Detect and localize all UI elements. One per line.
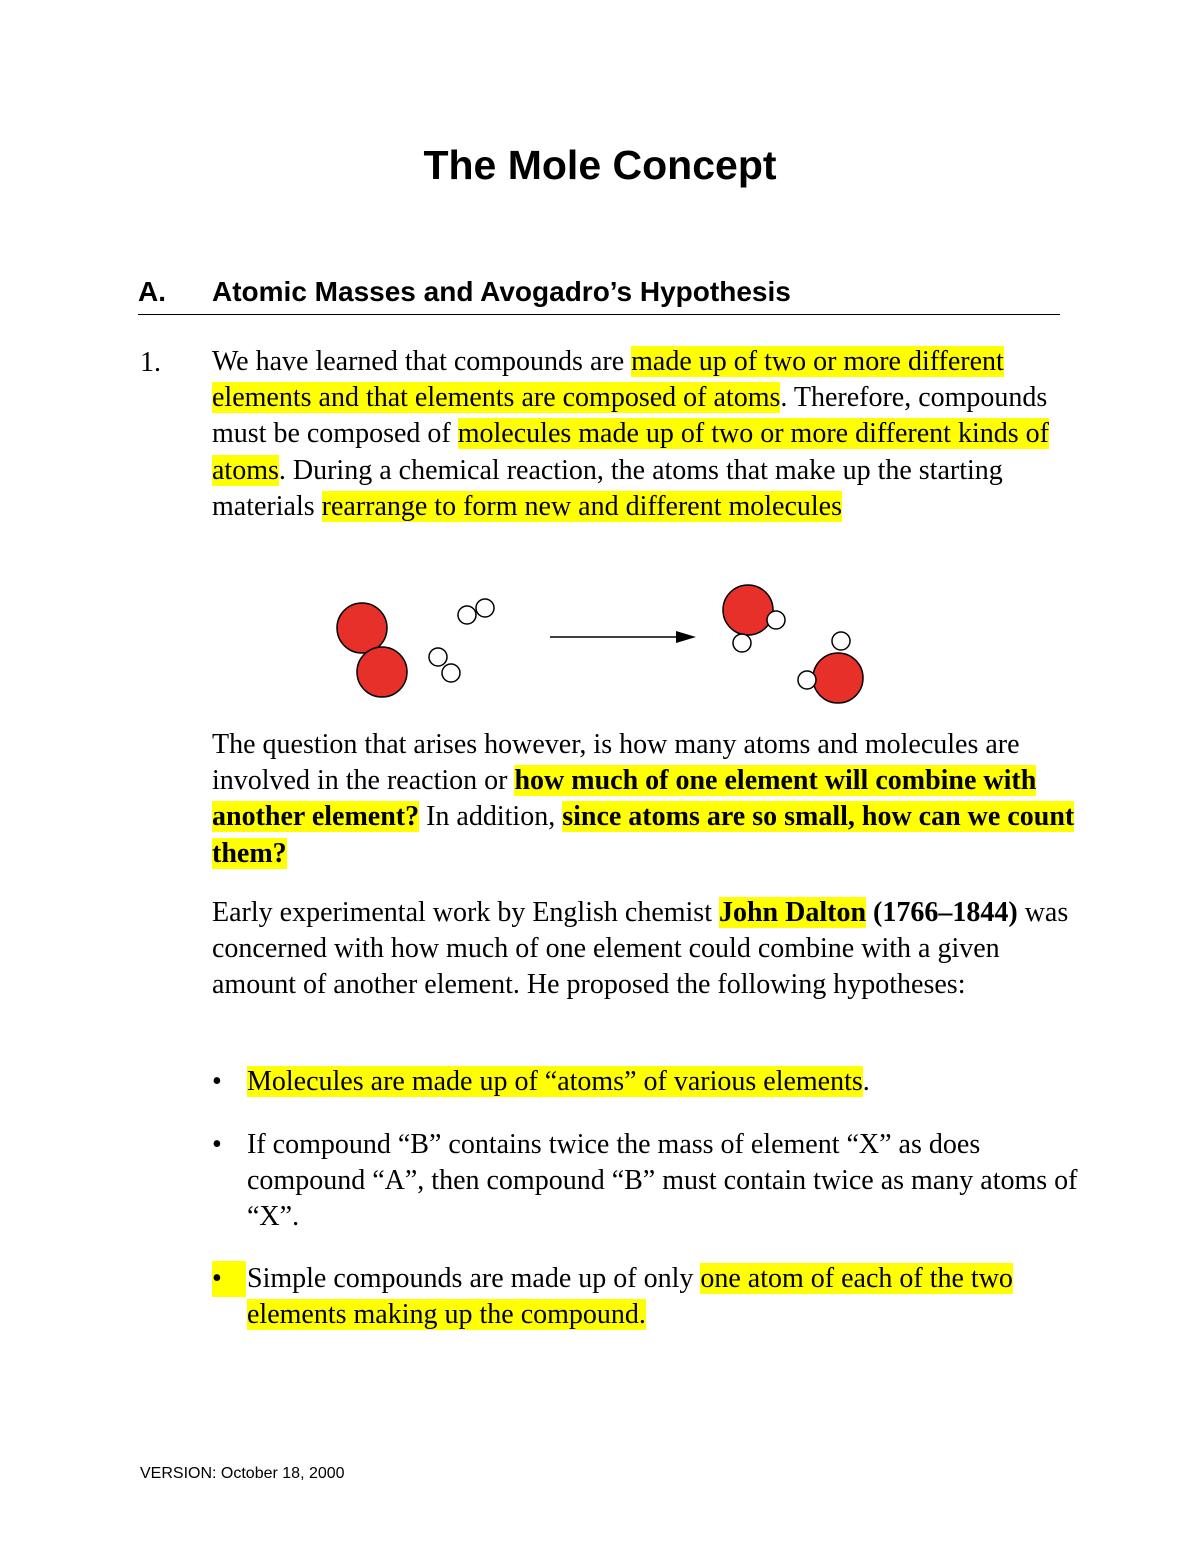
version-footer: VERSION: October 18, 2000 [140, 1465, 345, 1482]
text-run: In addition, [419, 801, 563, 833]
paragraph-dalton [212, 895, 1082, 1004]
white-atom-icon [476, 599, 494, 617]
red-atom-icon [337, 603, 387, 653]
paragraph-question [212, 727, 1082, 872]
text-run [866, 897, 873, 928]
text-run: . Therefore, compounds must be composed of [212, 382, 1048, 450]
text-run: . During a chemical reaction, the atoms that make up the starting materials [212, 454, 1003, 522]
paragraph-compounds [212, 344, 1082, 525]
highlighted-text: how much of one element will combine with another element? [212, 765, 1037, 833]
highlighted-text: Molecules are made up of “atoms” of various elements [247, 1066, 863, 1097]
highlighted-text: one atom of each of the two elements making up the compound. [247, 1263, 1013, 1331]
white-atom-icon [458, 606, 476, 624]
text-run: was concerned with how much of one element could combine with a given amount of another element. He proposed the following hypotheses: [212, 897, 1069, 1001]
section-letter: A. [138, 276, 166, 307]
bullet-icon: • [212, 1066, 222, 1097]
section-heading [138, 276, 1060, 315]
bold-text: (1766–1844) [873, 897, 1018, 928]
red-atom-icon [723, 585, 773, 635]
white-atom-icon [733, 634, 751, 652]
highlighted-text: since atoms are so small, how can we count them? [212, 801, 1075, 869]
text-run: We have learned that compounds are [212, 346, 632, 377]
white-atom-icon [767, 611, 785, 629]
white-atom-icon [442, 664, 460, 682]
text-run: . [862, 1066, 870, 1097]
white-atom-icon [832, 632, 850, 650]
list-item [212, 1064, 1092, 1100]
bullet-icon: • [212, 1129, 222, 1160]
white-atom-icon [429, 648, 447, 666]
white-atom-icon [798, 671, 816, 689]
text-run: If compound “B” contains twice the mass of element “X” as does compound “A”, then compound “B” must contain twice as many atoms of “X”. [247, 1129, 1078, 1233]
reaction-arrow-icon [550, 631, 696, 643]
text-run: The question that arises however, is how many atoms and molecules are involved in the reaction or [212, 729, 1020, 797]
highlighted-text: molecules made up of two or more different kinds of atoms [212, 418, 1049, 486]
red-atom-icon [813, 653, 863, 703]
text-run: Early experimental work by English chemist [212, 897, 719, 928]
bullet-icon: • [212, 1261, 246, 1297]
list-item [212, 1261, 1092, 1333]
page-title: The Mole Concept [423, 142, 777, 188]
section-title: Atomic Masses and Avogadro’s Hypothesis [212, 276, 791, 307]
text-run: Simple compounds are made up of only [247, 1263, 701, 1294]
reaction-diagram [320, 580, 880, 705]
item-number: 1. [140, 347, 161, 378]
highlighted-text: rearrange to form new and different molecules [321, 490, 842, 522]
red-atom-icon [357, 647, 407, 697]
list-item [212, 1127, 1092, 1236]
highlighted-text: John Dalton [718, 897, 867, 928]
highlighted-text: made up of two or more different elements and that elements are composed of atoms [212, 346, 1004, 414]
